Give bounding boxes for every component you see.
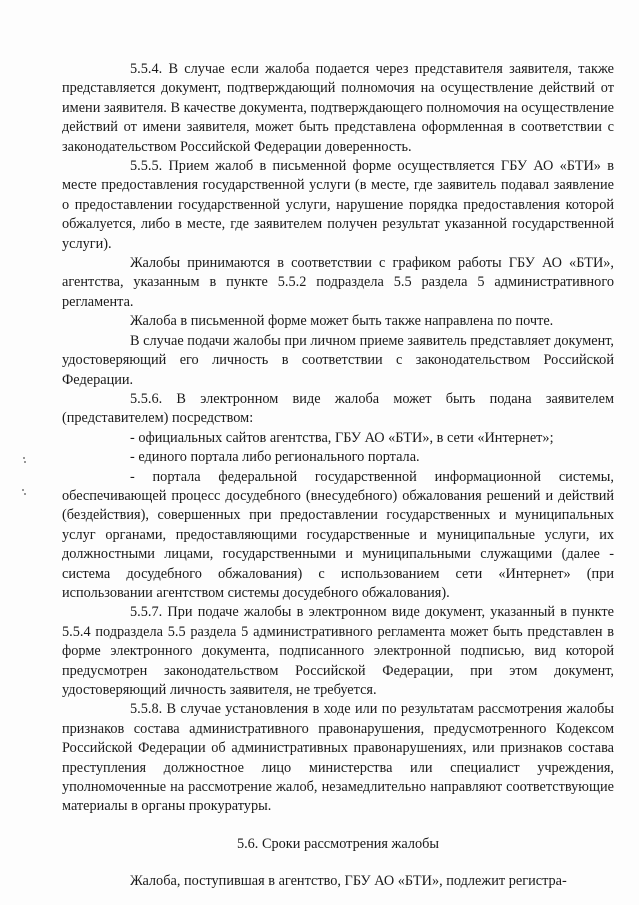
list-item-unified-portal: - единого портала либо регионального портала. xyxy=(130,449,420,466)
paragraph-personal-reception: В случае подачи жалобы при личном приеме заявитель представляет документ, удостоверяющий его личность в соответствии с законодательством Российской Федерации. xyxy=(62,332,614,388)
list-item-official-sites: - официальных сайтов агентства, ГБУ АО «БТИ», в сети «Интернет»; xyxy=(130,429,554,446)
paragraph-schedule: Жалобы принимаются в соответствии с графиком работы ГБУ АО «БТИ», агентства, указанным в пункте 5.5.2 подраздела 5.5 раздела 5 административного регламента. xyxy=(62,255,614,310)
document-body xyxy=(62,60,614,892)
paragraph-5-5-4: 5.5.4. В случае если жалоба подается через представителя заявителя, также представляется документ, подтверждающий полномочия на осуществление действий от имени заявителя. В качестве документа, подтверждающего полномочия на осуществление действий от имени заявителя, может быть представлена оформленная в соответствии с законодательством Российской Федерации доверенность. xyxy=(62,61,614,155)
scan-marks xyxy=(22,455,28,505)
list-item-federal-portal: - портала федеральной государственной информационной системы, обеспечивающей процесс досудебного (внесудебного) обжалования решений и действий (бездействия), совершенных при предоставлении государственных и муниципальных услуг органами, предоставляющими государственные и муниципальные услуги, их должностными лицами, государственными и муниципальными служащими (далее - система досудебного обжалования) с использованием сети «Интернет» (при использовании агентством системы досудебного обжалования). xyxy=(62,468,614,601)
section-heading: 5.6. Сроки рассмотрения жалобы xyxy=(236,835,440,852)
paragraph-5-5-6: 5.5.6. В электронном виде жалоба может быть подана заявителем (представителем) посредством: xyxy=(62,390,614,427)
paragraph-5-5-7: 5.5.7. При подаче жалобы в электронном виде документ, указанный в пункте 5.5.4 подраздела 5.5 раздела 5 административного регламента может быть представлен в форме электронного документа, подписанного электронной подписью, вид которой предусмотрен законодательством Российской Федерации, при этом документ, удостоверяющий личность заявителя, не требуется. xyxy=(62,604,614,698)
paragraph-registration: Жалоба, поступившая в агентство, ГБУ АО «БТИ», подлежит регистра- xyxy=(130,873,567,890)
paragraph-mail: Жалоба в письменной форме может быть также направлена по почте. xyxy=(130,313,554,330)
paragraph-5-5-8: 5.5.8. В случае установления в ходе или по результатам рассмотрения жалобы признаков состава административного правонарушения, предусмотренного Кодексом Российской Федерации об административных правонарушениях, или признаков состава преступления должностное лицо министерства или специалист учреждения, уполномоченные на рассмотрение жалоб, незамедлительно направляют соответствующие материалы в органы прокуратуры. xyxy=(62,701,614,815)
paragraph-5-5-5: 5.5.5. Прием жалоб в письменной форме осуществляется ГБУ АО «БТИ» в месте предоставления государственной услуги (в месте, где заявитель подавал заявление о предоставлении государственной услуги, нарушение порядка предоставления которой обжалуется, либо в месте, где заявителем получен результат указанной государственной услуги). xyxy=(62,158,614,252)
